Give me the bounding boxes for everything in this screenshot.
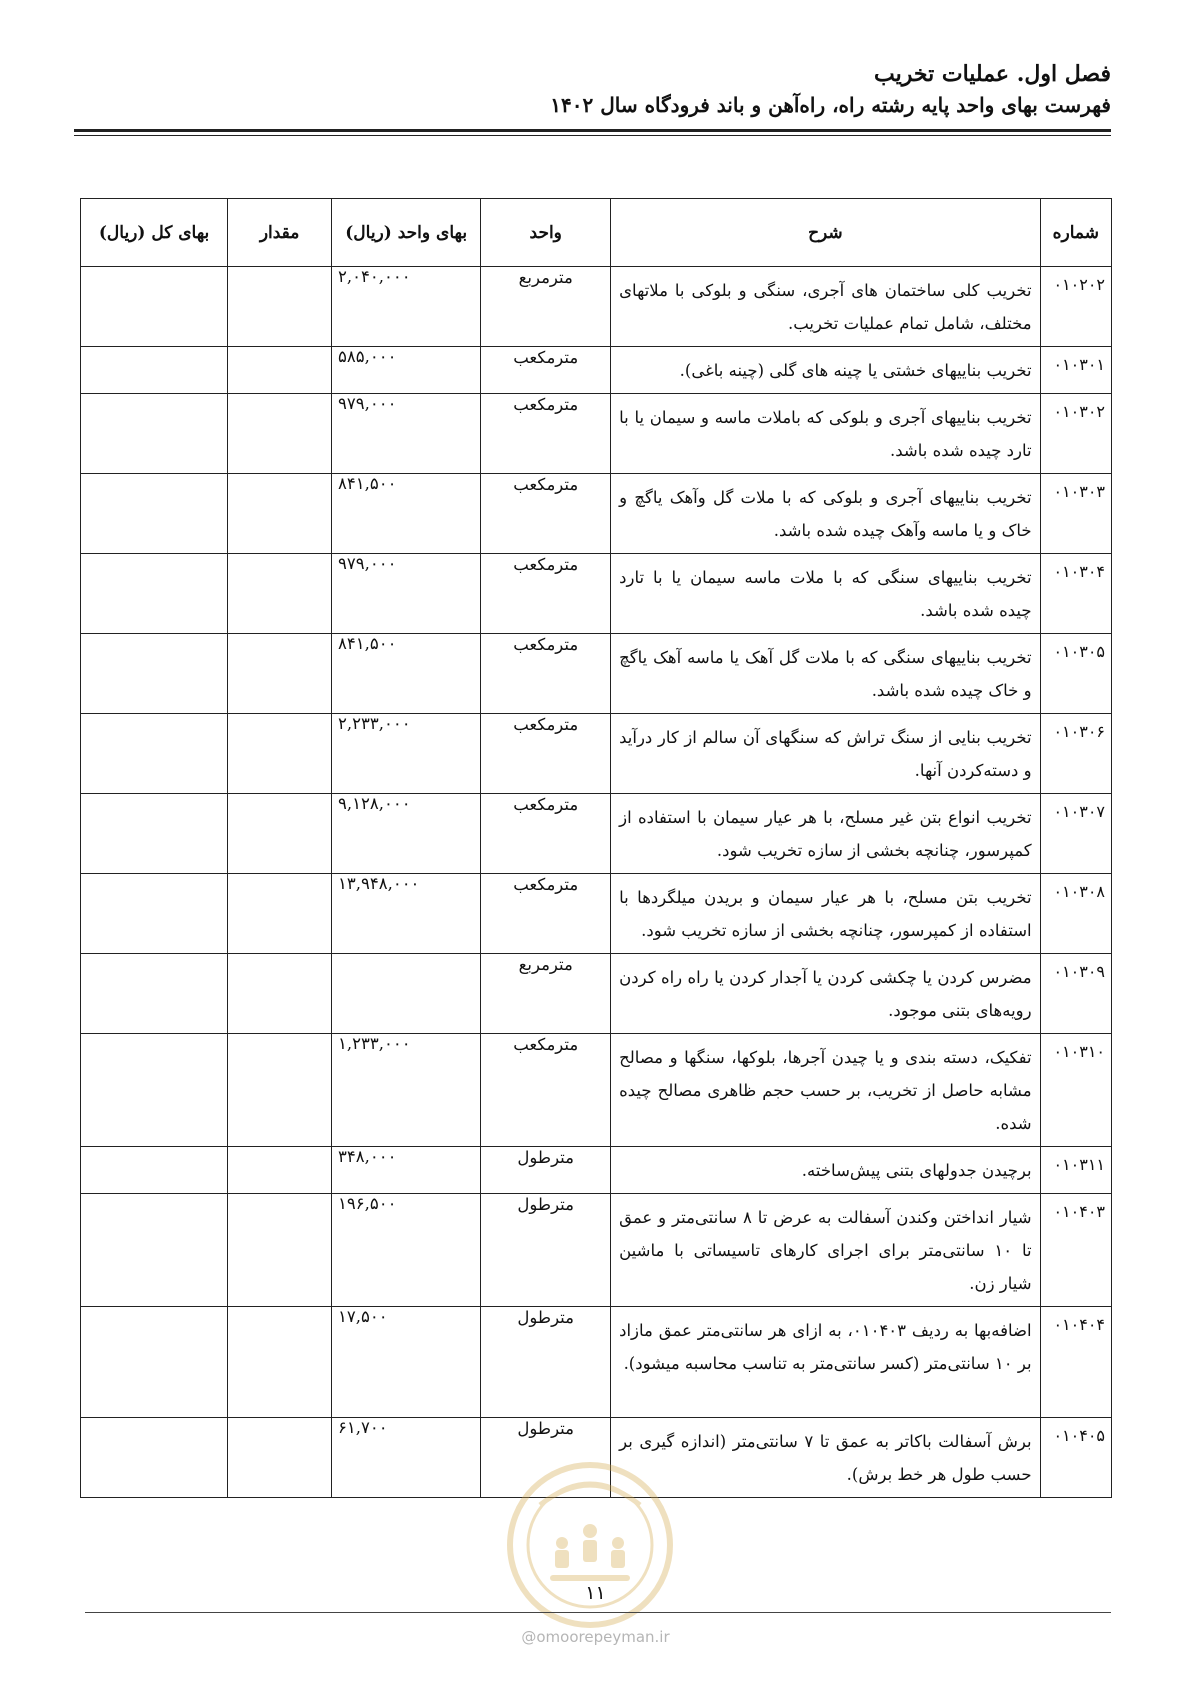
item-quantity — [228, 794, 332, 874]
item-unit-price: ۲,۲۳۳,۰۰۰ — [332, 714, 481, 794]
item-code: ۰۱۰۳۰۲ — [1040, 394, 1111, 474]
item-unit-price: ۵۸۵,۰۰۰ — [332, 347, 481, 394]
table-header-row — [81, 199, 1112, 267]
table-row — [81, 1307, 1112, 1418]
item-description: تفکیک، دسته بندی و یا چیدن آجرها، بلوکها، سنگها و مصالح مشابه حاصل از تخریب، بر حسب حجم ظاهری مصالح چیده شده. — [611, 1034, 1040, 1147]
column-header-total-price: بهای کل (ریال) — [81, 199, 228, 267]
column-header-quantity: مقدار — [228, 199, 332, 267]
item-quantity — [228, 267, 332, 347]
item-description: تخریب بنایی از سنگ تراش که سنگهای آن سالم از کار درآید و دسته‌کردن آنها. — [611, 714, 1040, 794]
item-code: ۰۱۰۲۰۲ — [1040, 267, 1111, 347]
item-unit-price — [332, 954, 481, 1034]
item-code: ۰۱۰۴۰۵ — [1040, 1418, 1111, 1498]
item-quantity — [228, 394, 332, 474]
item-unit: مترمربع — [481, 954, 611, 1034]
table-row — [81, 394, 1112, 474]
table-row — [81, 1147, 1112, 1194]
item-quantity — [228, 347, 332, 394]
item-unit: مترمربع — [481, 267, 611, 347]
item-unit-price: ۹۷۹,۰۰۰ — [332, 394, 481, 474]
item-total-price — [81, 1307, 228, 1418]
item-description: مضرس کردن یا چکشی کردن یا آجدار کردن یا راه راه کردن رویه‌های بتنی موجود. — [611, 954, 1040, 1034]
item-total-price — [81, 954, 228, 1034]
table-row — [81, 954, 1112, 1034]
item-unit: مترمکعب — [481, 874, 611, 954]
item-unit-price: ۳۴۸,۰۰۰ — [332, 1147, 481, 1194]
item-code: ۰۱۰۴۰۴ — [1040, 1307, 1111, 1418]
item-total-price — [81, 474, 228, 554]
header-divider-thin — [74, 135, 1111, 136]
item-description: تخریب انواع بتن غیر مسلح، با هر عیار سیمان با استفاده از کمپرسور، چنانچه بخشی از سازه تخریب شود. — [611, 794, 1040, 874]
item-quantity — [228, 1194, 332, 1307]
item-unit: مترطول — [481, 1147, 611, 1194]
table-row — [81, 714, 1112, 794]
item-unit: مترطول — [481, 1194, 611, 1307]
item-unit: مترطول — [481, 1307, 611, 1418]
table-row — [81, 347, 1112, 394]
item-description: تخریب بتن مسلح، با هر عیار سیمان و بریدن میلگردها با استفاده از کمپرسور، چنانچه بخشی از سازه تخریب شود. — [611, 874, 1040, 954]
item-quantity — [228, 714, 332, 794]
item-quantity — [228, 1418, 332, 1498]
item-unit-price: ۲,۰۴۰,۰۰۰ — [332, 267, 481, 347]
item-description: اضافه‌بها به ردیف ۰۱۰۴۰۳، به ازای هر سانتی‌متر عمق مازاد بر ۱۰ سانتی‌متر (کسر سانتی‌متر به تناسب محاسبه میشود). — [611, 1307, 1040, 1418]
item-unit-price: ۱۹۶,۵۰۰ — [332, 1194, 481, 1307]
table-row — [81, 1034, 1112, 1147]
item-quantity — [228, 554, 332, 634]
column-header-unit: واحد — [481, 199, 611, 267]
table-row — [81, 794, 1112, 874]
item-unit-price: ۱۳,۹۴۸,۰۰۰ — [332, 874, 481, 954]
item-quantity — [228, 634, 332, 714]
item-code: ۰۱۰۳۰۹ — [1040, 954, 1111, 1034]
item-code: ۰۱۰۳۱۱ — [1040, 1147, 1111, 1194]
table-row — [81, 634, 1112, 714]
item-quantity — [228, 954, 332, 1034]
header-divider-thick — [74, 129, 1111, 132]
item-unit-price: ۹,۱۲۸,۰۰۰ — [332, 794, 481, 874]
item-total-price — [81, 1034, 228, 1147]
item-unit: مترمکعب — [481, 1034, 611, 1147]
item-unit: مترطول — [481, 1418, 611, 1498]
item-total-price — [81, 794, 228, 874]
footer-divider — [85, 1612, 1111, 1613]
item-code: ۰۱۰۳۰۴ — [1040, 554, 1111, 634]
item-description: شیار انداختن وکندن آسفالت به عرض تا ۸ سانتی‌متر و عمق تا ۱۰ سانتی‌متر برای اجرای کارهای تاسیساتی با ماشین شیار زن. — [611, 1194, 1040, 1307]
price-list-table — [80, 198, 1112, 1498]
item-unit: مترمکعب — [481, 634, 611, 714]
item-unit: مترمکعب — [481, 794, 611, 874]
item-total-price — [81, 267, 228, 347]
table-row — [81, 874, 1112, 954]
item-code: ۰۱۰۳۰۸ — [1040, 874, 1111, 954]
item-quantity — [228, 1147, 332, 1194]
watermark-logo-icon — [500, 1455, 680, 1635]
table-row — [81, 554, 1112, 634]
item-total-price — [81, 634, 228, 714]
page-header — [80, 58, 1111, 120]
item-quantity — [228, 874, 332, 954]
footer-website: @omoorepeyman.ir — [521, 1628, 670, 1646]
item-unit: مترمکعب — [481, 347, 611, 394]
item-code: ۰۱۰۳۰۶ — [1040, 714, 1111, 794]
item-unit-price: ۱۷,۵۰۰ — [332, 1307, 481, 1418]
item-quantity — [228, 474, 332, 554]
item-unit: مترمکعب — [481, 554, 611, 634]
item-code: ۰۱۰۳۰۵ — [1040, 634, 1111, 714]
item-unit-price: ۸۴۱,۵۰۰ — [332, 474, 481, 554]
column-header-unit-price: بهای واحد (ریال) — [332, 199, 481, 267]
item-description: تخریب بناییهای سنگی که با ملات گل آهک یا ماسه آهک یاگچ و خاک چیده شده باشد. — [611, 634, 1040, 714]
table-row — [81, 474, 1112, 554]
item-description: تخریب بناییهای خشتی یا چینه های گلی (چینه باغی). — [611, 347, 1040, 394]
page-number: ۱۱ — [585, 1582, 606, 1604]
item-total-price — [81, 554, 228, 634]
item-total-price — [81, 347, 228, 394]
item-total-price — [81, 1194, 228, 1307]
table-row — [81, 267, 1112, 347]
item-code: ۰۱۰۳۱۰ — [1040, 1034, 1111, 1147]
item-unit-price: ۹۷۹,۰۰۰ — [332, 554, 481, 634]
item-quantity — [228, 1307, 332, 1418]
item-unit-price: ۱,۲۳۳,۰۰۰ — [332, 1034, 481, 1147]
item-description: تخریب بناییهای سنگی که با ملات ماسه سیمان یا با تارد چیده شده باشد. — [611, 554, 1040, 634]
item-total-price — [81, 1147, 228, 1194]
item-unit: مترمکعب — [481, 714, 611, 794]
item-description: برچیدن جدولهای بتنی پیش‌ساخته. — [611, 1147, 1040, 1194]
item-unit-price: ۸۴۱,۵۰۰ — [332, 634, 481, 714]
item-code: ۰۱۰۴۰۳ — [1040, 1194, 1111, 1307]
table-row — [81, 1194, 1112, 1307]
column-header-description: شرح — [611, 199, 1040, 267]
document-subtitle: فهرست بهای واحد پایه رشته راه، راه‌آهن و باند فرودگاه سال ۱۴۰۲ — [550, 93, 1111, 117]
item-total-price — [81, 394, 228, 474]
item-total-price — [81, 714, 228, 794]
item-code: ۰۱۰۳۰۳ — [1040, 474, 1111, 554]
item-unit: مترمکعب — [481, 394, 611, 474]
item-code: ۰۱۰۳۰۱ — [1040, 347, 1111, 394]
item-total-price — [81, 874, 228, 954]
item-unit: مترمکعب — [481, 474, 611, 554]
item-description: تخریب بناییهای آجری و بلوکی که با ملات گل وآهک یاگچ و خاک و یا ماسه وآهک چیده شده باشد. — [611, 474, 1040, 554]
item-quantity — [228, 1034, 332, 1147]
item-unit-price: ۶۱,۷۰۰ — [332, 1418, 481, 1498]
item-description: تخریب بناییهای آجری و بلوکی که باملات ماسه و سیمان یا با تارد چیده شده باشد. — [611, 394, 1040, 474]
item-description: تخریب کلی ساختمان های آجری، سنگی و بلوکی با ملاتهای مختلف، شامل تمام عملیات تخریب. — [611, 267, 1040, 347]
item-code: ۰۱۰۳۰۷ — [1040, 794, 1111, 874]
item-total-price — [81, 1418, 228, 1498]
chapter-title: فصل اول. عملیات تخریب — [874, 61, 1111, 87]
column-header-code: شماره — [1040, 199, 1111, 267]
item-description: برش آسفالت باکاتر به عمق تا ۷ سانتی‌متر (اندازه گیری بر حسب طول هر خط برش). — [611, 1418, 1040, 1498]
